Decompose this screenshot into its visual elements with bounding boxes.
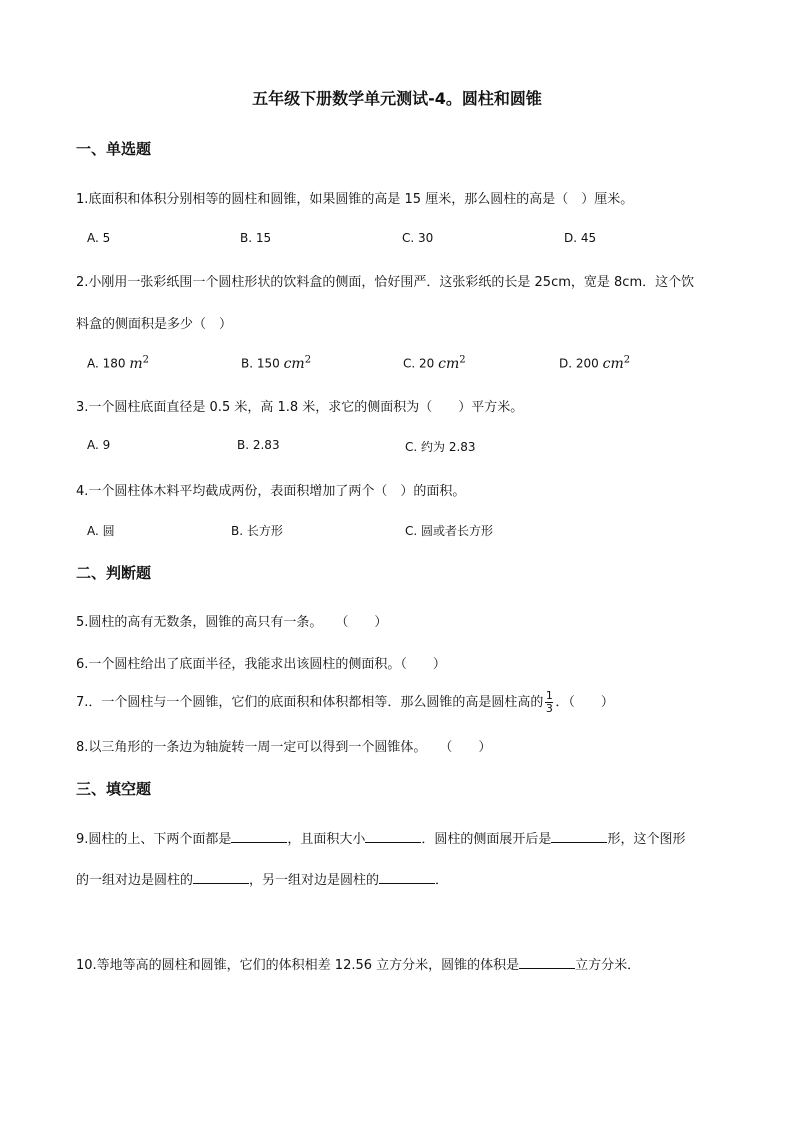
q2-option-c-unit: $cm^2$ <box>438 354 466 372</box>
q9-text-6: ，另一组对边是圆柱的 <box>249 873 380 888</box>
answer-blank[interactable] <box>379 871 435 884</box>
q2-option-d-unit: $cm^2$ <box>602 354 631 372</box>
q10-text-1: 10.等地等高的圆柱和圆锥，它们的体积相差 12.56 立方分米，圆锥的体积是 <box>76 958 520 973</box>
section-heading-true-false: 二、判断题 <box>76 564 152 582</box>
q3-option-a: A. 9 <box>87 438 111 452</box>
question-7-answer: ．（ ） <box>555 695 614 710</box>
q1-option-b: B. 15 <box>240 231 272 245</box>
q9-text-4: 形，这个图形 <box>607 832 686 847</box>
section-heading-fill-blank: 三、填空题 <box>76 780 152 798</box>
q1-option-c: C. 30 <box>402 231 434 245</box>
question-1: 1.底面积和体积分别相等的圆柱和圆锥，如果圆锥的高是 15 厘米，那么圆柱的高是（ ）厘米。 <box>76 192 634 207</box>
q2-option-c-value: C. 20 <box>403 356 435 371</box>
q2-option-d <box>559 354 630 372</box>
page-title: 五年级下册数学单元测试-4。圆柱和圆锥 <box>252 89 542 108</box>
question-2-line-1: 2.小刚用一张彩纸围一个圆柱形状的饮料盒的侧面，恰好围严．这张彩纸的长是 25cm，宽是 8cm．这个饮 <box>76 275 695 290</box>
q2-option-a-unit: $m^2$ <box>129 354 150 372</box>
question-3: 3.一个圆柱底面直径是 0.5 米，高 1.8 米，求它的侧面积为（ ）平方米。 <box>76 400 524 415</box>
q3-option-c: C. 约为 2.83 <box>405 440 476 454</box>
q9-text-1: 9.圆柱的上、下两个面都是 <box>76 832 232 847</box>
section-heading-single-choice: 一、单选题 <box>76 140 152 158</box>
q4-option-a: A. 圆 <box>87 524 115 538</box>
answer-blank[interactable] <box>551 830 607 843</box>
q2-option-b-value: B. 150 <box>241 356 280 371</box>
answer-blank[interactable] <box>365 830 421 843</box>
q2-option-d-value: D. 200 <box>559 356 599 371</box>
q2-option-c <box>403 354 466 372</box>
question-9-line-1 <box>76 828 685 847</box>
q3-option-b: B. 2.83 <box>237 438 280 452</box>
question-7-text: 7.．一个圆柱与一个圆锥，它们的底面积和体积都相等．那么圆锥的高是圆柱高的 <box>76 695 544 710</box>
question-10 <box>76 954 640 973</box>
q9-text-7: ． <box>435 873 449 888</box>
answer-blank[interactable] <box>231 830 287 843</box>
q9-text-2: ，且面积大小 <box>287 832 366 847</box>
question-8: 8.以三角形的一条边为轴旋转一周一定可以得到一个圆锥体。 （ ） <box>76 740 492 755</box>
question-2-line-2: 料盒的侧面积是多少（ ） <box>76 317 233 332</box>
answer-blank[interactable] <box>519 956 575 969</box>
q2-option-a-value: A. 180 <box>87 356 126 371</box>
q4-option-b: B. 长方形 <box>231 524 283 538</box>
q2-option-a <box>87 354 149 372</box>
question-9-line-2 <box>76 869 448 888</box>
q2-option-b <box>241 354 311 372</box>
one-third-fraction: $\frac{1}{3}$ <box>545 689 553 715</box>
q10-text-2: 立方分米． <box>575 958 641 973</box>
q1-option-a: A. 5 <box>87 231 111 245</box>
q4-option-c: C. 圆或者长方形 <box>405 524 494 538</box>
question-4: 4.一个圆柱体木料平均截成两份，表面积增加了两个（ ）的面积。 <box>76 484 466 499</box>
question-5: 5.圆柱的高有无数条，圆锥的高只有一条。 （ ） <box>76 615 388 630</box>
question-6: 6.一个圆柱给出了底面半径，我能求出该圆柱的侧面积。（ ） <box>76 657 446 672</box>
q1-option-d: D. 45 <box>564 231 597 245</box>
q9-text-5: 的一组对边是圆柱的 <box>76 873 194 888</box>
q2-option-b-unit: $cm^2$ <box>283 354 312 372</box>
q9-text-3: ．圆柱的侧面展开后是 <box>421 832 552 847</box>
answer-blank[interactable] <box>193 871 249 884</box>
question-7 <box>76 689 614 717</box>
